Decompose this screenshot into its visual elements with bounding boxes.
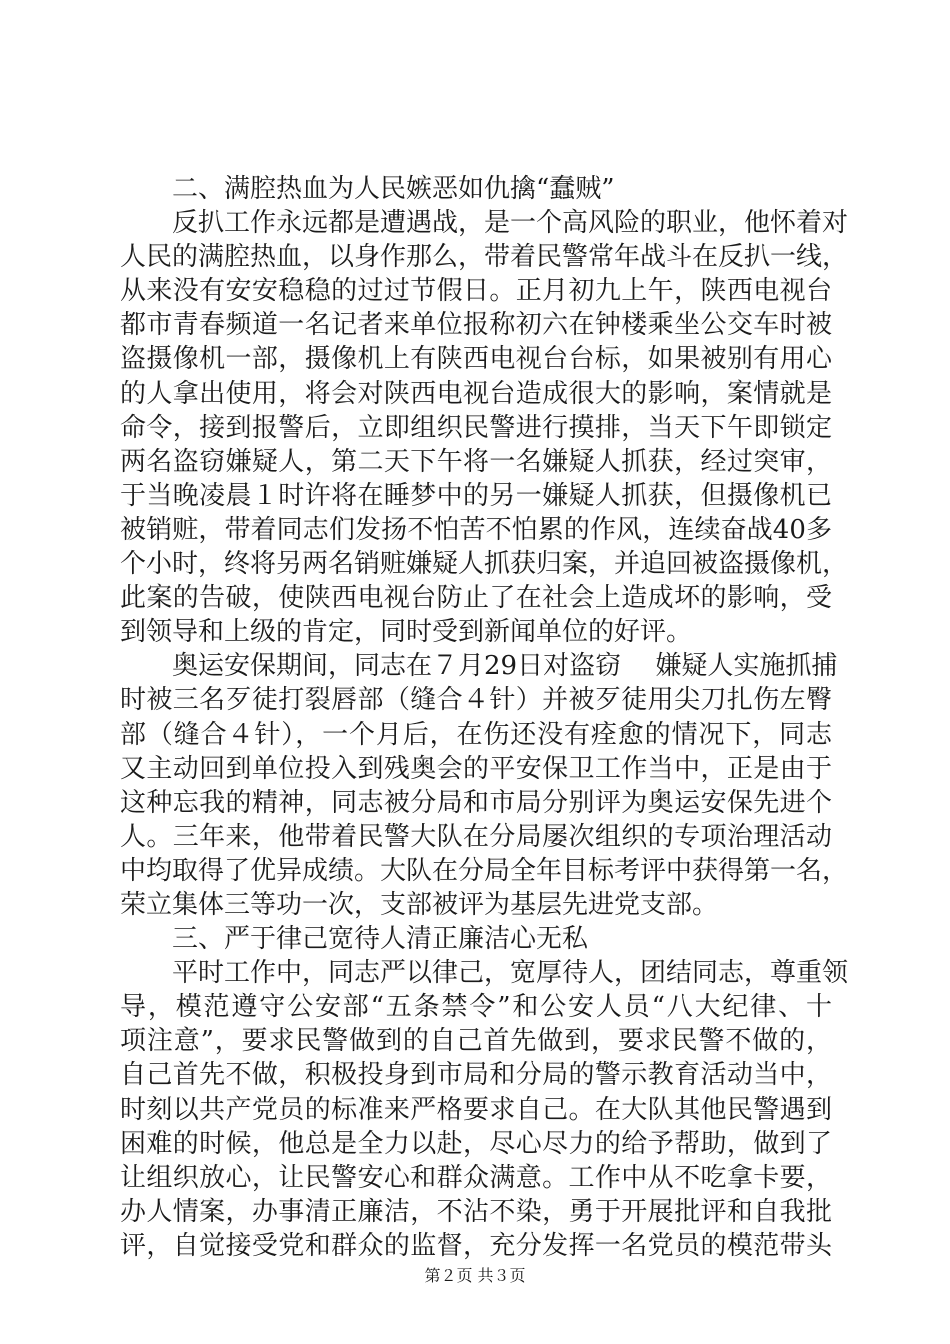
text-line: 盗摄像机一部，摄像机上有陕西电视台台标，如果被别有用心 bbox=[120, 344, 832, 375]
text-line: 此案的告破，使陕西电视台防止了在社会上造成坏的影响，受 bbox=[120, 583, 832, 614]
page-number-footer: 第２页 共３页 bbox=[424, 1266, 526, 1285]
text-line: 导，模范遵守公安部“五条禁令”和公安人员“八大纪律、十 bbox=[120, 992, 832, 1023]
text-line: 于当晚凌晨１时许将在睡梦中的另一嫌疑人抓获，但摄像机已 bbox=[120, 480, 832, 511]
text-line: 被销赃，带着同志们发扬不怕苦不怕累的作风，连续奋战40多 bbox=[120, 514, 832, 545]
text-line: 人。三年来，他带着民警大队在分局屡次组织的专项治理活动 bbox=[120, 821, 832, 852]
text-line: 人民的满腔热血，以身作那么，带着民警常年战斗在反扒一线， bbox=[120, 242, 849, 273]
text-line: 从来没有安安稳稳的过过节假日。正月初九上午，陕西电视台 bbox=[120, 276, 832, 307]
text-line: 奥运安保期间，同志在７月29日对盗窃 嫌疑人实施抓捕 bbox=[172, 651, 838, 682]
text-line: 部（缝合４针），一个月后，在伤还没有痊愈的情况下，同志 bbox=[120, 719, 832, 750]
section-heading: 三、严于律己宽待人清正廉洁心无私 bbox=[172, 924, 589, 955]
text-line: 这种忘我的精神，同志被分局和市局分别评为奥运安保先进个 bbox=[120, 787, 832, 818]
text-line: 反扒工作永远都是遭遇战，是一个高风险的职业，他怀着对 bbox=[172, 208, 849, 239]
text-line: 时被三名歹徒打裂唇部（缝合４针）并被歹徒用尖刀扎伤左臀 bbox=[120, 685, 832, 716]
text-line: 命令，接到报警后，立即组织民警进行摸排，当天下午即锁定 bbox=[120, 412, 832, 443]
text-line: 到领导和上级的肯定，同时受到新闻单位的好评。 bbox=[120, 617, 693, 648]
text-line: 让组织放心，让民警安心和群众满意。工作中从不吃拿卡要， bbox=[120, 1162, 832, 1193]
text-line: 项注意”，要求民警做到的自己首先做到，要求民警不做的， bbox=[120, 1026, 832, 1057]
text-line: 都市青春频道一名记者来单位报称初六在钟楼乘坐公交车时被 bbox=[120, 310, 832, 341]
text-line: 困难的时候，他总是全力以赴，尽心尽力的给予帮助，做到了 bbox=[120, 1128, 832, 1159]
text-line: 又主动回到单位投入到残奥会的平安保卫工作当中，正是由于 bbox=[120, 753, 832, 784]
text-line: 的人拿出使用，将会对陕西电视台造成很大的影响，案情就是 bbox=[120, 378, 832, 409]
section-heading: 二、满腔热血为人民嫉恶如仇擒“蠢贼” bbox=[172, 174, 615, 204]
text-line: 两名盗窃嫌疑人，第二天下午将一名嫌疑人抓获，经过突审， bbox=[120, 446, 832, 477]
text-line: 自己首先不做，积极投身到市局和分局的警示教育活动当中， bbox=[120, 1060, 832, 1091]
text-line: 个小时，终将另两名销赃嫌疑人抓获归案，并追回被盗摄像机， bbox=[120, 549, 849, 580]
text-line: 评，自觉接受党和群众的监督，充分发挥一名党员的模范带头 bbox=[120, 1230, 832, 1261]
text-line: 中均取得了优异成绩。大队在分局全年目标考评中获得第一名， bbox=[120, 855, 849, 886]
text-line: 平时工作中，同志严以律己，宽厚待人，团结同志，尊重领 bbox=[172, 958, 849, 989]
document-body bbox=[120, 172, 849, 1263]
text-line: 荣立集体三等功一次，支部被评为基层先进党支部。 bbox=[120, 889, 719, 920]
text-line: 时刻以共产党员的标准来严格要求自己。在大队其他民警遇到 bbox=[120, 1094, 832, 1125]
text-line: 办人情案，办事清正廉洁，不沾不染，勇于开展批评和自我批 bbox=[120, 1196, 832, 1227]
